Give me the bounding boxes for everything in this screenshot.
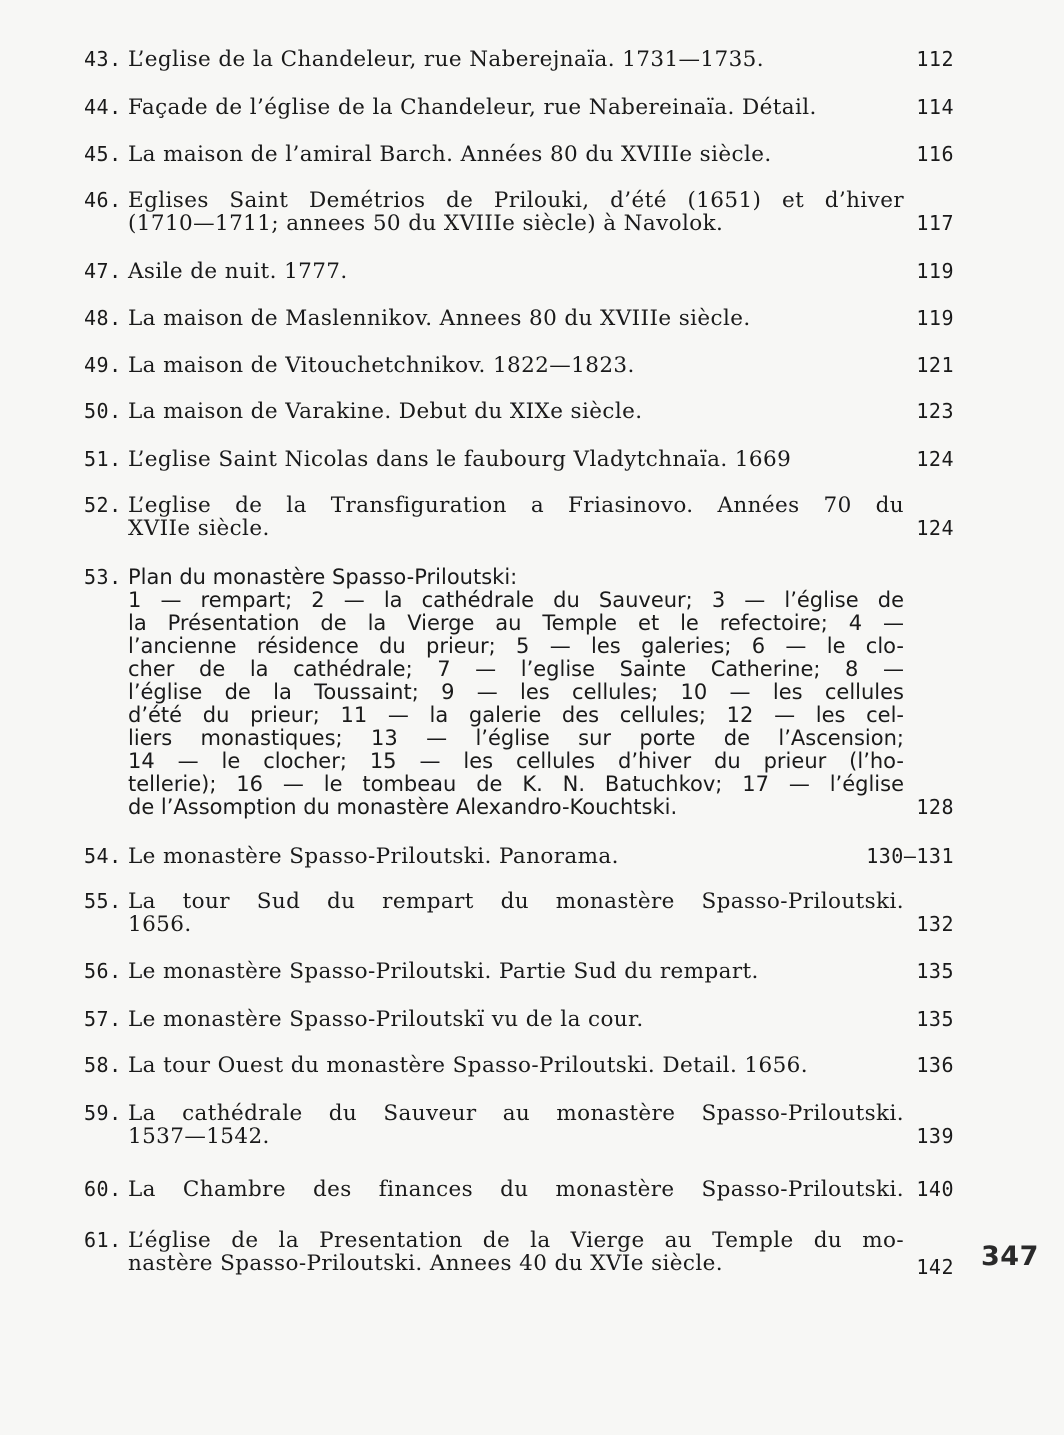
entry-page-number: 130—131 [866,844,954,868]
entry-page-number: 135 [916,959,954,983]
entry-page-number: 114 [916,95,954,119]
caption-line: liers monastiques; 13 — l’église sur porte de l’Ascension; [128,726,904,750]
entry-caption [128,400,904,423]
caption-line: Façade de l’église de la Chandeleur, rue Nabereinaïa. Détail. [128,95,817,120]
entry-number: 43. [84,47,122,71]
caption-line: La maison de Maslennikov. Annees 80 du XVIIIe siècle. [128,306,751,331]
caption-line: (1710—1711; annees 50 du XVIIIe siècle) à Navolok. [128,211,724,236]
entry-number: 48. [84,306,122,330]
entry-caption [128,48,904,71]
entry-caption [128,890,904,936]
caption-line: L’eglise Saint Nicolas dans le faubourg Vladytchnaïa. 1669 [128,447,792,472]
caption-line: La maison de Varakine. Debut du XIXe siècle. [128,399,643,424]
entry-caption [128,960,904,983]
entry-caption [128,566,904,819]
caption-line: La cathédrale du Sauveur au monastère Spasso-Priloutski. [128,1101,904,1126]
entry-number: 45. [84,142,122,166]
caption-line: d’été du prieur; 11 — la galerie des cellules; 12 — les cel- [128,703,904,727]
caption-line: La Chambre des finances du monastère Spasso-Priloutski. [128,1177,904,1202]
entry-page-number: 116 [916,142,954,166]
caption-line: La maison de Vitouchetchnikov. 1822—1823. [128,353,635,378]
entry-caption [128,189,904,235]
caption-line: Le monastère Spasso-Priloutski. Partie Sud du rempart. [128,959,759,984]
page-folio-number: 347 [981,1241,1039,1272]
entry-caption [128,1178,904,1201]
entry-page-number: 132 [916,912,954,936]
entry-page-number: 140 [916,1177,954,1201]
entry-number: 44. [84,95,122,119]
caption-line: cher de la cathédrale; 7 — l’eglise Sainte Catherine; 8 — [128,657,904,681]
entry-number: 49. [84,353,122,377]
entry-number: 50. [84,399,122,423]
caption-line: XVIIe siècle. [128,516,270,541]
entry-caption [128,260,904,283]
entry-number: 54. [84,844,122,868]
entry-page-number: 128 [916,795,954,819]
entry-page-number: 117 [916,211,954,235]
caption-line: tellerie); 16 — le tombeau de K. N. Batuchkov; 17 — l’église [128,772,904,796]
caption-line: La tour Sud du rempart du monastère Spasso-Priloutski. [128,889,904,914]
entry-number: 55. [84,889,122,913]
caption-line: de l’Assomption du monastère Alexandro-Kouchtski. [128,795,678,819]
caption-line: nastère Spasso-Priloutski. Annees 40 du XVIe siècle. [128,1251,723,1276]
entry-caption [128,307,904,330]
entry-page-number: 139 [916,1124,954,1148]
caption-line: 14 — le clocher; 15 — les cellules d’hiver du prieur (l’ho- [128,749,904,773]
caption-line: L’église de la Presentation de la Vierge au Temple du mo- [128,1228,904,1253]
caption-line: Plan du monastère Spasso-Priloutski: [128,565,518,589]
entry-number: 58. [84,1053,122,1077]
caption-line: 1656. [128,912,192,937]
entry-caption [128,448,904,471]
caption-line: La tour Ouest du monastère Spasso-Priloutski. Detail. 1656. [128,1053,808,1078]
entry-page-number: 136 [916,1053,954,1077]
entry-caption [128,1229,904,1275]
caption-line: La maison de l’amiral Barch. Années 80 du XVIIIe siècle. [128,142,772,167]
entry-number: 47. [84,259,122,283]
caption-line: Eglises Saint Demétrios de Prilouki, d’été (1651) et d’hiver [128,188,904,213]
entry-page-number: 119 [916,259,954,283]
entry-caption [128,1008,904,1031]
caption-line: l’église de la Toussaint; 9 — les cellules; 10 — les cellules [128,680,904,704]
caption-line: la Présentation de la Vierge au Temple et le refectoire; 4 — [128,611,904,635]
entry-number: 57. [84,1007,122,1031]
entry-page-number: 123 [916,399,954,423]
entry-caption [128,494,904,540]
entry-page-number: 124 [916,447,954,471]
entry-page-number: 119 [916,306,954,330]
entry-number: 60. [84,1177,122,1201]
caption-line: L’eglise de la Transfiguration a Friasinovo. Années 70 du [128,493,904,518]
caption-line: Le monastère Spasso-Priloutski. Panorama. [128,844,619,869]
entry-number: 52. [84,493,122,517]
entry-page-number: 135 [916,1007,954,1031]
entry-page-number: 112 [916,47,954,71]
entry-page-number: 124 [916,516,954,540]
entry-caption [128,845,904,868]
entry-caption [128,1102,904,1148]
entry-caption [128,143,904,166]
caption-line: 1 — rempart; 2 — la cathédrale du Sauveur; 3 — l’église de [128,588,904,612]
entry-number: 59. [84,1101,122,1125]
caption-line: Le monastère Spasso-Priloutskï vu de la cour. [128,1007,644,1032]
entry-number: 56. [84,959,122,983]
entry-caption [128,96,904,119]
caption-line: 1537—1542. [128,1124,270,1149]
entry-number: 51. [84,447,122,471]
entry-caption [128,354,904,377]
entry-caption [128,1054,904,1077]
entry-number: 46. [84,188,122,212]
caption-line: l’ancienne résidence du prieur; 5 — les galeries; 6 — le clo- [128,634,904,658]
entry-page-number: 142 [916,1255,954,1279]
entry-page-number: 121 [916,353,954,377]
entry-number: 61. [84,1228,122,1252]
caption-line: L’eglise de la Chandeleur, rue Naberejnaïa. 1731—1735. [128,47,764,72]
caption-line: Asile de nuit. 1777. [128,259,348,284]
entry-number: 53. [84,565,122,589]
